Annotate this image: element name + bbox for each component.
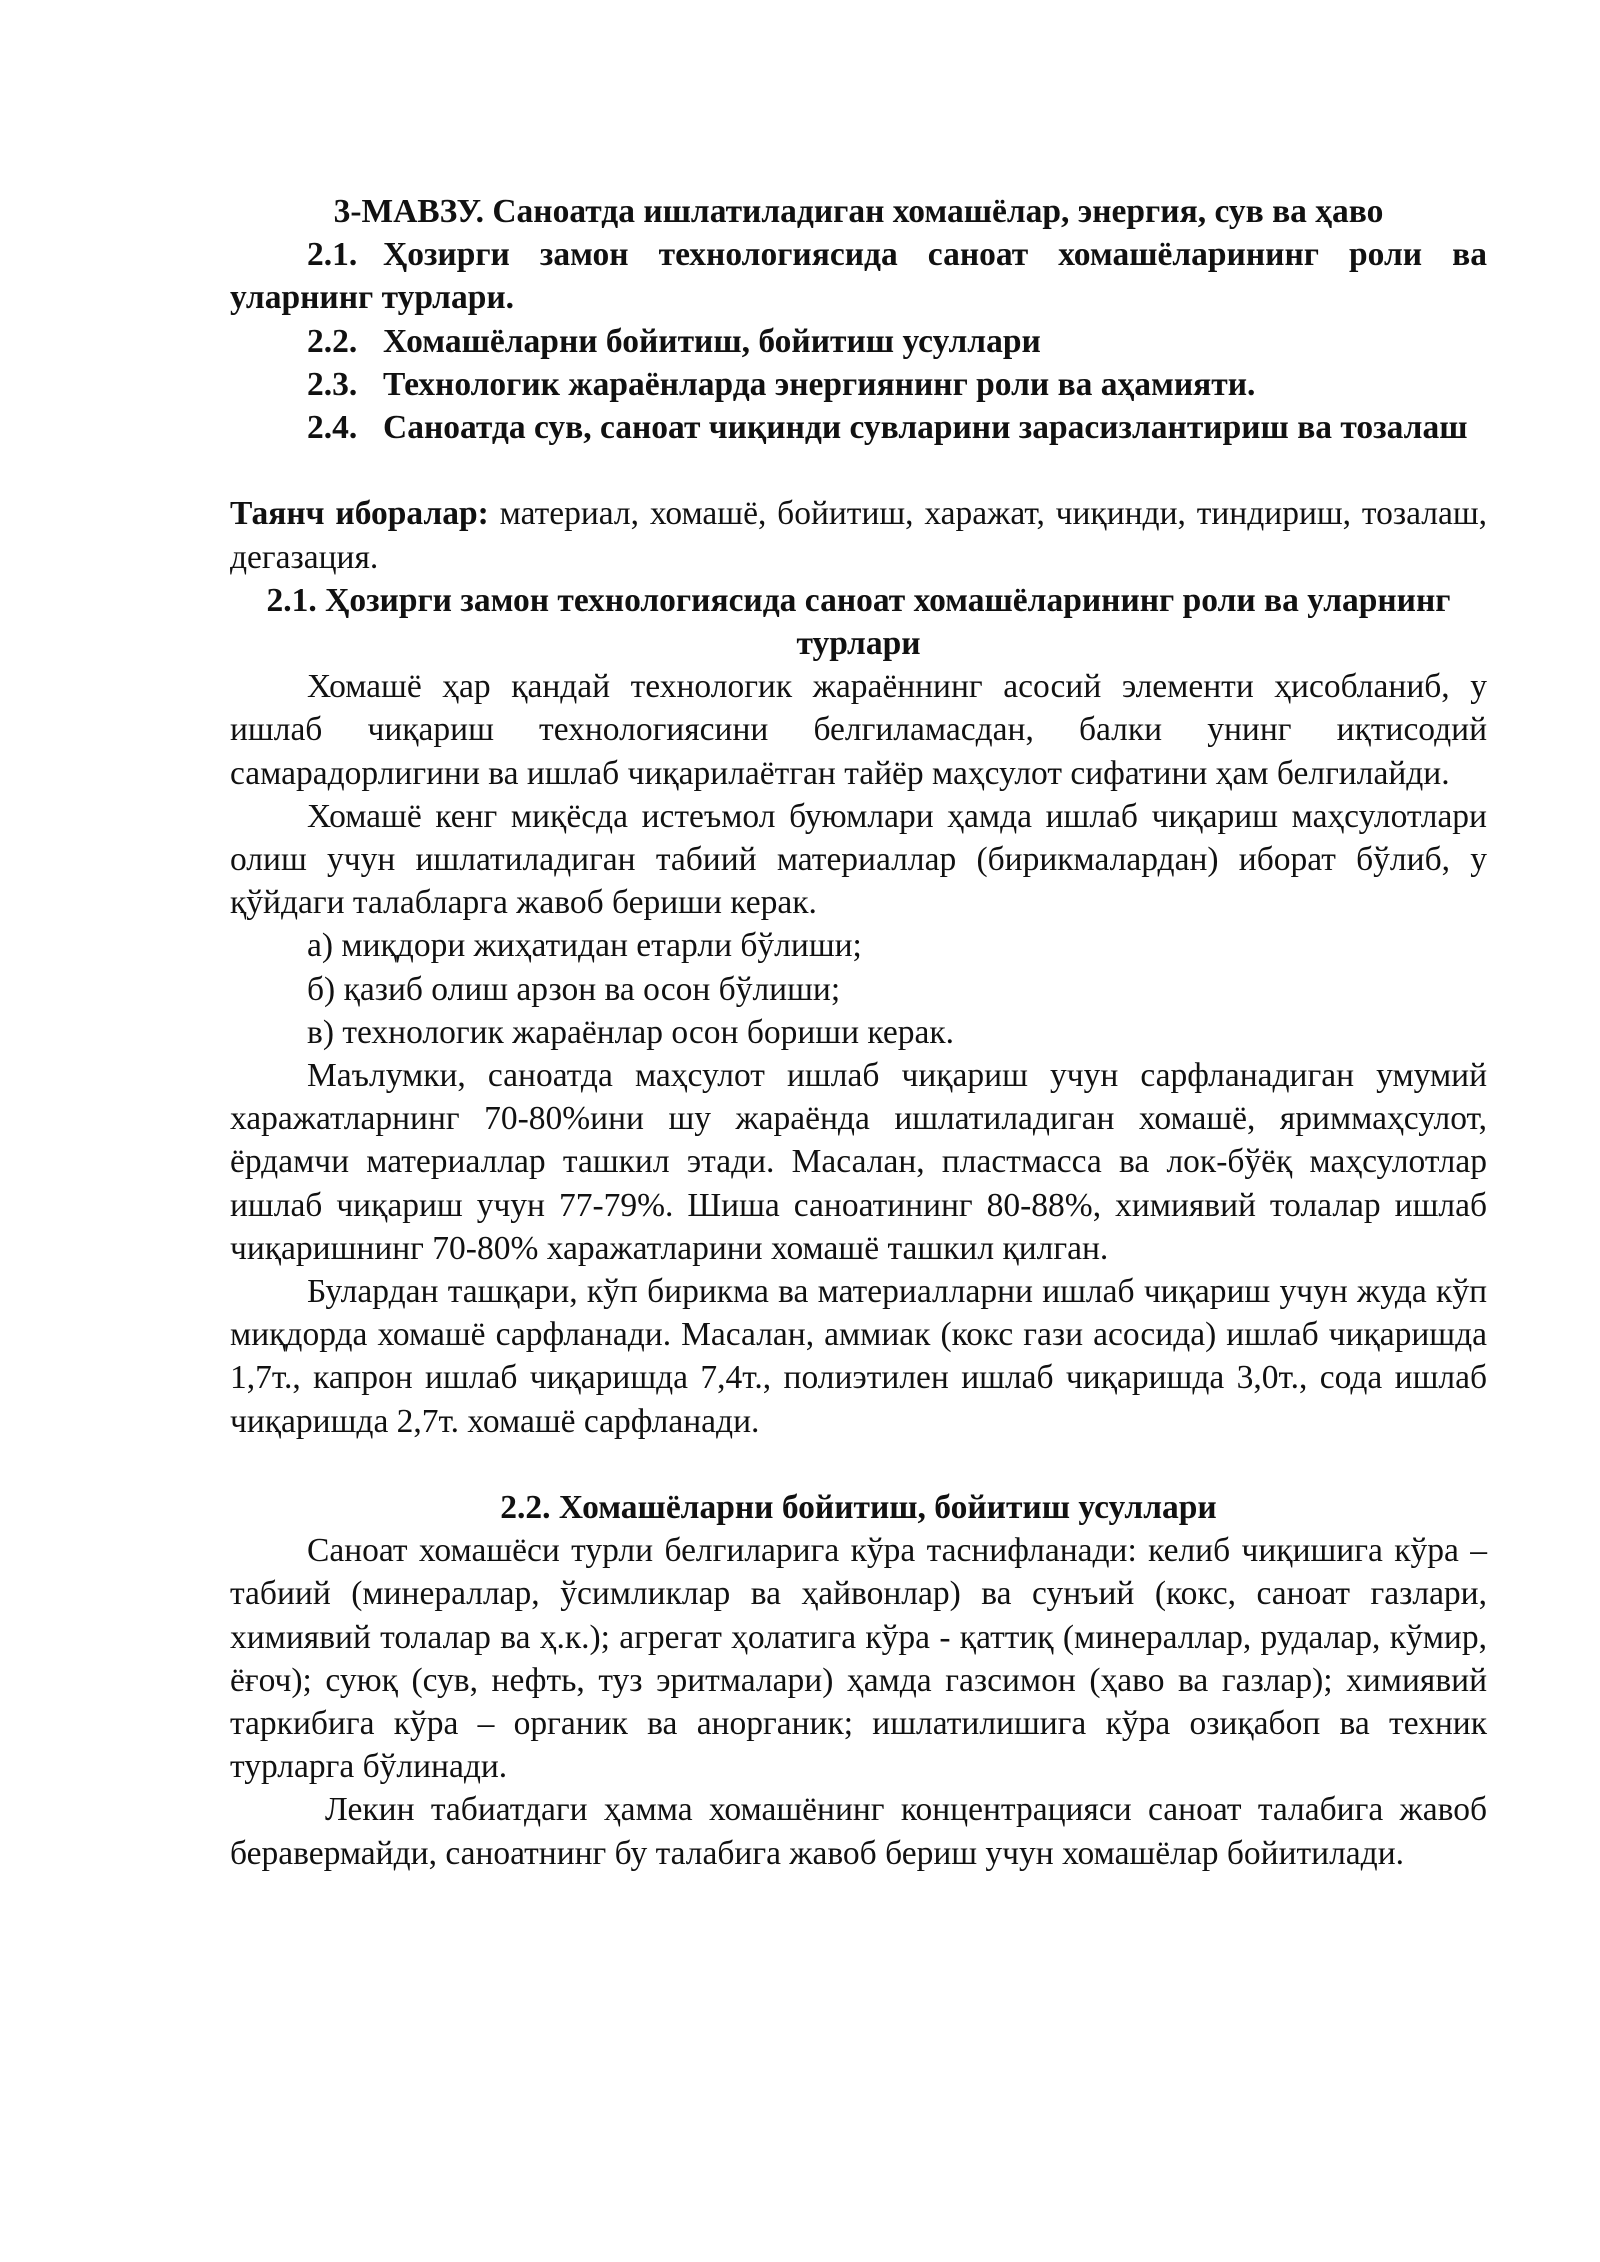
toc-item-2-4 [230, 406, 1487, 449]
toc-number: 2.2. [307, 322, 358, 360]
paragraph: Булардан ташқари, кўп бирикма ва материалларни ишлаб чиқариш учун жуда кўп миқдорда хомашё сарфланади. Масалан, аммиак (кокс гази асосида) ишлаб чиқаришда 1,7т., капрон ишлаб чиқаришда 7,4т., полиэтилен ишлаб чиқаришда 3,0т., сода ишлаб чиқаришда 2,7т. хомашё сарфланади. [230, 1273, 1487, 1440]
toc-item-2-3 [230, 363, 1487, 406]
spacer [230, 449, 1487, 492]
paragraph: Хомашё кенг миқёсда истеъмол буюмлари ҳамда ишлаб чиқариш маҳсулотлари олиш учун ишлатиладиган табиий материаллар (бирикмалардан) иборат бўлиб, у қўйдаги талабларга жавоб бериши керак. [230, 797, 1487, 922]
toc-number: 2.4. [307, 409, 358, 447]
paragraph: Саноат хомашёси турли белгиларига кўра таснифланади: келиб чиқишига кўра – табиий (минераллар, ўсимликлар ва ҳайвонлар) ва сунъий (кокс, саноат газлари, химиявий толалар ва ҳ.к.); агрегат ҳолатига кўра - қаттиқ (минераллар, рудалар, кўмир, ёғоч); суюқ (сув, нефть, туз эритмалари) ҳамда газсимон (ҳаво ва газлар); химиявий таркибига кўра – органик ва анорганик; ишлатилишига кўра озиқабоп ва техник турларга бўлинади. [230, 1532, 1487, 1786]
toc-number: 2.1. [307, 236, 358, 274]
list-item: а) миқдори жиҳатидан етарли бўлиши; [307, 927, 862, 965]
toc-item-2-1 [230, 233, 1487, 319]
paragraph: Маълумки, саноатда маҳсулот ишлаб чиқариш учун сарфланадиган умумий харажатларнинг 70-80%ини шу жараёнда ишлатиладиган хомашё, яриммаҳсулот, ёрдамчи материаллар ташкил этади. Масалан, пластмасса ва лок-бўёқ маҳсулотлар ишлаб чиқариш учун 77-79%. Шиша саноатининг 80-88%, химиявий толалар ишлаб чиқаришнинг 70-80% харажатларини хомашё ташкил қилган. [230, 1057, 1487, 1267]
toc-text: Технологик жараёнларда энергиянинг роли ва аҳамияти. [383, 365, 1256, 403]
toc-text: Саноатда сув, саноат чиқинди сувларини зарасизлантириш ва тозалаш [383, 409, 1468, 447]
toc-item-2-2 [230, 320, 1487, 363]
toc-text: Хомашёларни бойитиш, бойитиш усуллари [383, 322, 1041, 360]
table-of-contents [230, 233, 1487, 449]
paragraph: Лекин табиатдаги ҳамма хомашёнинг концентрацияси саноат талабига жавоб беравермайди, саноатнинг бу талабига жавоб бериш учун хомашёлар бойитилади. [230, 1791, 1487, 1872]
section-heading-2-2: 2.2. Хомашёларни бойитиш, бойитиш усуллари [500, 1489, 1217, 1527]
list-item: б) қазиб олиш арзон ва осон бўлиши; [307, 970, 841, 1008]
spacer [230, 1443, 1487, 1486]
page-title: 3-МАВЗУ. Саноатда ишлатиладиган хомашёлар, энергия, сув ва ҳаво [333, 193, 1384, 230]
keywords-text: материал, хомашё, бойитиш, харажат, чиқинди, тиндириш, тозалаш, дегазация. [230, 495, 1487, 576]
keywords-paragraph [230, 492, 1487, 578]
paragraph: Хомашё ҳар қандай технологик жараённинг асосий элементи ҳисобланиб, у ишлаб чиқариш технологиясини белгиламасдан, балки унинг иқтисодий самарадорлигини ва ишлаб чиқарилаётган тайёр маҳсулот сифатини ҳам белгилайди. [230, 668, 1487, 792]
requirements-list [230, 924, 1487, 1054]
section-heading-2-1: 2.1. Ҳозирги замон технологиясида саноат хомашёларининг роли ва уларнинг турлари [266, 581, 1451, 663]
document-page [230, 190, 1487, 1875]
toc-text: Ҳозирги замон технологиясида саноат хомашёларининг роли ва уларнинг турлари. [230, 236, 1487, 317]
list-item: в) технологик жараёнлар осон бориши керак. [307, 1013, 954, 1051]
toc-number: 2.3. [307, 365, 358, 403]
keywords-label: Таянч иборалар: [230, 495, 489, 533]
